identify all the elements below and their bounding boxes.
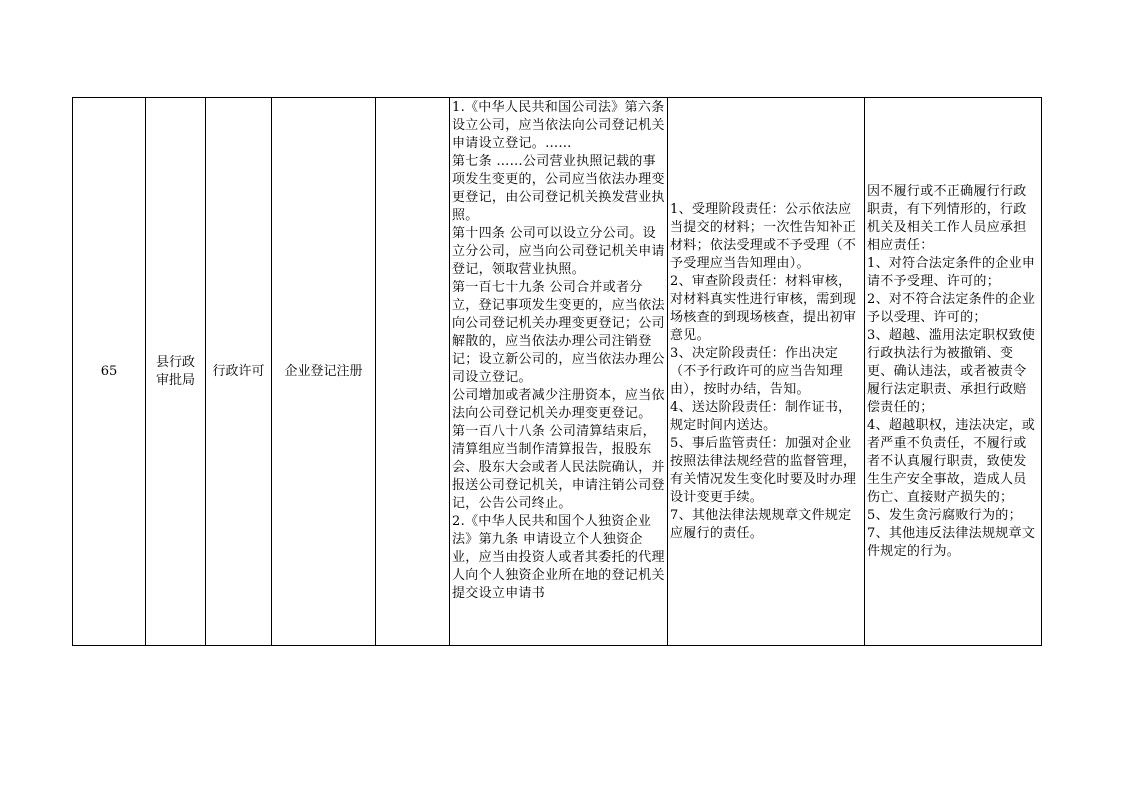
basis-paragraph: 第七条 ……公司营业执照记载的事项发生变更的，公司应当依法办理变更登记，由公司登记机关换发营业执照。: [452, 154, 665, 223]
responsibility-cell: [668, 98, 865, 646]
accountability-item: 3、超越、滥用法定职权致使行政执法行为被撤销、变更、确认违法，或者被责令履行法定职责、承担行政赔偿责任的；: [867, 327, 1036, 415]
accountability-item: 7、其他违反法律法规规章文件规定的行为。: [867, 525, 1036, 559]
basis-paragraph: 公司增加或者减少注册资本，应当依法向公司登记机关办理变更登记。: [452, 388, 665, 421]
department-cell: [146, 98, 206, 646]
department: 县行政审批局: [155, 354, 195, 388]
responsibility-item: 4、送达阶段责任：制作证书，规定时间内送达。: [670, 399, 852, 433]
responsibility-item: 3、决定阶段责任：作出决定（不予行政许可的应当告知理由），按时办结，告知。: [670, 345, 843, 397]
row-number-cell: [73, 98, 146, 646]
responsibility-item: 5、事后监管责任：加强对企业按照法律法规经营的监督管理，有关情况发生变化时要及时办理设计变更手续。: [670, 435, 857, 505]
category: 行政许可: [212, 363, 265, 379]
accountability-item: 1、对符合法定条件的企业申请不予受理、许可的；: [867, 255, 1036, 289]
table-row: [73, 98, 1042, 646]
item-name-cell: [272, 98, 376, 646]
item-name: 企业登记注册: [284, 363, 363, 379]
responsibility-item: 2、审查阶段责任：材料审核，对材料真实性进行审核，需到现场核查的到现场核查，提出初审意见。: [670, 273, 857, 343]
basis-paragraph: 1.《中华人民共和国公司法》第六条 设立公司，应当依法向公司登记机关申请设立登记。……: [452, 100, 665, 151]
basis-paragraph: 第一百八十八条 公司清算结束后，清算组应当制作清算报告，报股东会、股东大会或者人民法院确认，并报送公司登记机关，申请注销公司登记，公告公司终止。: [452, 424, 665, 511]
accountability-item: 4、超越职权，违法决定，或者严重不负责任，不履行或者不认真履行职责，致使发生生产安全事故，造成人员伤亡、直接财产损失的；: [867, 417, 1036, 505]
category-cell: [206, 98, 272, 646]
row-number: 65: [100, 363, 118, 379]
accountability-item: 因不履行或不正确履行行政职责，有下列情形的，行政机关及相关工作人员应承担相应责任：: [867, 183, 1027, 253]
accountability-item: 2、对不符合法定条件的企业予以受理、许可的；: [867, 291, 1036, 325]
responsibility-text: [668, 99, 864, 645]
basis-paragraph: 第十四条 公司可以设立分公司。设立分公司，应当向公司登记机关申请登记，领取营业执照。: [452, 226, 665, 277]
accountability-item: 5、发生贪污腐败行为的；: [867, 507, 1022, 523]
legal-basis-text: [450, 98, 667, 645]
sub-item-cell: [376, 98, 450, 646]
basis-paragraph: 第一百七十九条 公司合并或者分立，登记事项发生变更的，应当依法向公司登记机关办理变更登记；公司解散的，应当依法办理公司注销登记；设立新公司的，应当依法办理公司设立登记。: [452, 280, 665, 385]
responsibility-item: 1、受理阶段责任：公示依法应当提交的材料；一次性告知补正材料；依法受理或不予受理（不予受理应当告知理由）。: [670, 201, 857, 271]
accountability-cell: [865, 98, 1042, 646]
basis-paragraph: 2.《中华人民共和国个人独资企业法》第九条 申请设立个人独资企业，应当由投资人或者其委托的代理人向个人独资企业所在地的登记机关提交设立申请书: [452, 514, 665, 601]
accountability-text: [865, 99, 1041, 645]
power-list-table: [72, 97, 1042, 646]
legal-basis-cell: [450, 98, 668, 646]
responsibility-item: 7、其他法律法规规章文件规定应履行的责任。: [670, 507, 852, 541]
